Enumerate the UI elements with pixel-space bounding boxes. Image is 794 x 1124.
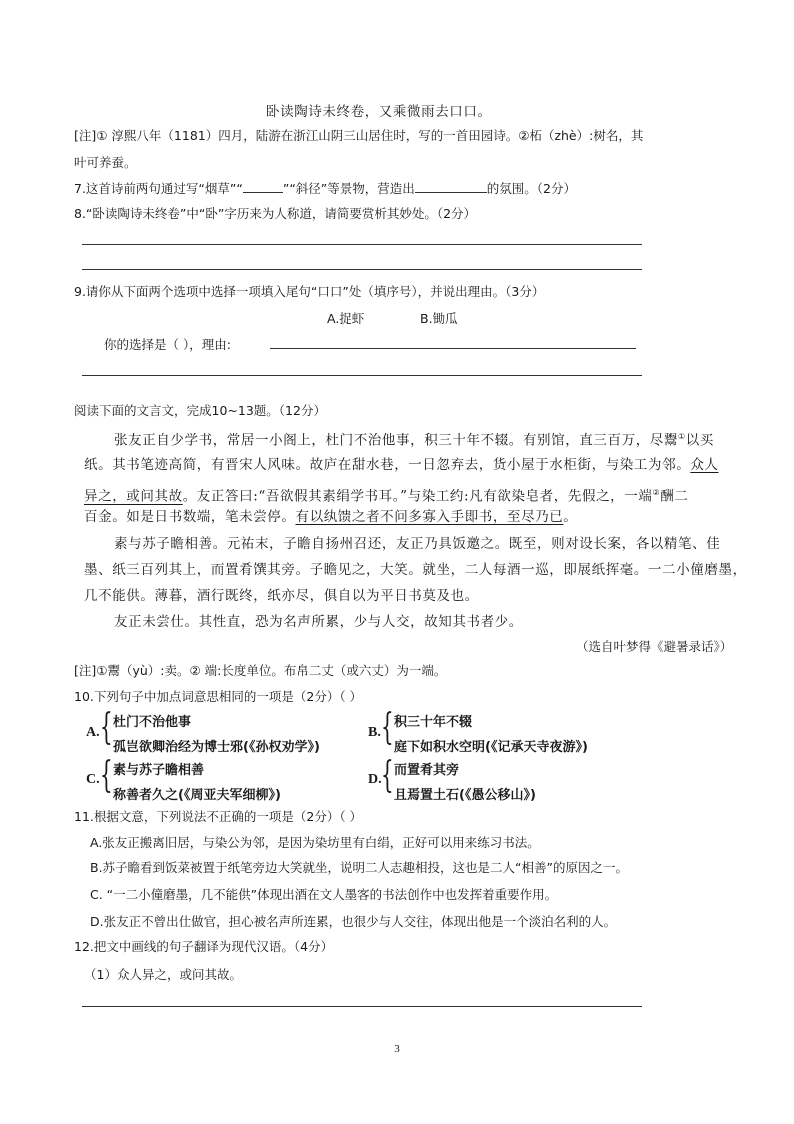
poem-last-line: 卧读陶诗未终卷，又乘微雨去口口。 [266, 104, 492, 120]
poem-note-line-2: 叶可养蚕。 [74, 155, 137, 170]
q10-option-c-label[interactable]: C. [86, 772, 100, 787]
q10-option-b-brace: { [381, 707, 394, 748]
q11-option-a[interactable]: A.张友正搬离旧居，与染公为邻，是因为染坊里有白绢，正好可以用来练习书法。 [90, 835, 540, 850]
passage-line-2 [84, 456, 719, 474]
question-9-answer-prompt: 你的选择是（ ），理由: [104, 337, 231, 352]
passage-note: [注]①鬻（yù）:卖。② 端:长度单位。布帛二丈（或六丈）为一端。 [74, 663, 447, 678]
q10-option-d-brace: { [381, 755, 394, 796]
q10-option-a-brace: { [100, 707, 113, 748]
q11-option-b[interactable]: B.苏子瞻看到饭菜被置于纸笔旁边大笑就坐，说明二人志趣相投，这也是二人“相善”的原因之一。 [90, 860, 629, 875]
answer-line-q8-2[interactable] [82, 269, 642, 270]
q10-option-b-line-2: 庭下如积水空明(《记承天寺夜游》) [394, 740, 588, 755]
page-number: 3 [394, 1043, 400, 1055]
passage-text: 。友正答曰:“吾欲假其素绢学书耳。”与染工约:凡有欲染皂者，先假之，一端 [182, 488, 653, 505]
passage-line-8: 友正未尝仕。其性直，恐为名声所累，少与人交，故知其书者少。 [114, 614, 523, 630]
question-7-part-b: ”“斜径”等景物，营造出 [282, 181, 415, 196]
passage-line-1 [114, 428, 714, 450]
passage-text: 张友正自少学书，常居一小阁上，杜门不治他事，积三十年不辍。有别馆，直三百万，尽鬻 [114, 432, 678, 449]
passage-text: 酬二 [660, 488, 689, 505]
passage-line-3 [84, 484, 688, 506]
q11-option-c[interactable]: C. “一二小僮磨墨，几不能供”体现出酒在文人墨客的书法创作中也发挥着重要作用。 [90, 887, 558, 902]
question-11: 11.根据文意，下列说法不正确的一项是（2分）（ ） [74, 809, 363, 824]
question-7-blank-1[interactable] [243, 180, 283, 193]
passage-source: （选自叶梦得《避暑录话》） [576, 639, 733, 654]
question-7-blank-2[interactable] [415, 180, 487, 193]
answer-line-q9-reason[interactable] [270, 348, 636, 349]
answer-line-q12-1[interactable] [82, 1006, 642, 1007]
passage-line-7: 几不能供。薄暮，酒行既终，纸亦尽，俱自以为平日书莫及也。 [84, 588, 479, 604]
q10-option-d-label[interactable]: D. [368, 772, 382, 787]
q10-option-b-line-1: 积三十年不辍 [394, 715, 473, 730]
answer-line-q9-2[interactable] [82, 375, 642, 376]
underlined-sentence-2: 有以纨馈之者不问多寡入手即书，至尽乃已 [295, 509, 564, 525]
question-7-part-c: 的氛围。（2分） [486, 181, 577, 196]
q10-option-c-line-2: 称善者久之(《周亚夫军细柳》) [113, 788, 281, 803]
q10-option-a-line-1: 杜门不治他事 [113, 715, 192, 730]
question-10: 10.下列句子中加点词意思相同的一项是（2分）（ ） [74, 689, 363, 704]
reading-intro: 阅读下面的文言文，完成10~13题。（12分） [74, 403, 326, 418]
underlined-sentence-1a: 众人 [690, 457, 719, 473]
q11-option-d[interactable]: D.张友正不曾出仕做官，担心被名声所连累，也很少与人交往，体现出他是一个淡泊名利的人。 [90, 914, 617, 929]
q10-option-a-label[interactable]: A. [86, 725, 100, 740]
poem-note-line-1: [注]① 淳熙八年（1181）四月，陆游在浙江山阴三山居住时，写的一首田园诗。②柘（zhè）:树名，其 [74, 128, 644, 143]
q10-option-d-line-1: 而置肴其旁 [394, 763, 460, 778]
footnote-marker-2: ② [652, 488, 661, 497]
question-9: 9.请你从下面两个选项中选择一项填入尾句“口口”处（填序号），并说出理由。（3分） [74, 284, 545, 299]
answer-line-q8-1[interactable] [82, 244, 642, 245]
footnote-marker-1: ① [678, 432, 686, 441]
passage-text: 以买 [685, 432, 714, 449]
question-12-part-1: （1）众人异之，或问其故。 [84, 967, 242, 982]
q10-option-c-line-1: 素与苏子瞻相善 [113, 763, 205, 778]
passage-text: 。 [563, 509, 578, 525]
q10-option-b-label[interactable]: B. [368, 725, 381, 740]
question-9-option-b: B.锄瓜 [420, 311, 458, 326]
question-8: 8.“卧读陶诗未终卷”中“卧”字历来为人称道，请简要赏析其妙处。（2分） [74, 206, 477, 221]
question-12: 12.把文中画线的句子翻译为现代汉语。（4分） [74, 939, 334, 954]
question-7 [74, 180, 576, 198]
q10-option-c-brace: { [100, 755, 113, 796]
passage-line-4 [84, 508, 578, 526]
passage-text: 百金。如是日书数端，笔未尝停。 [84, 509, 296, 525]
question-9-option-a: A.捉虾 [327, 311, 365, 326]
question-7-part-a: 7.这首诗前两句通过写“烟草”“ [74, 181, 243, 196]
underlined-sentence-1b: 异之，或问其故 [84, 488, 183, 505]
passage-line-5: 素与苏子瞻相善。元祐末，子瞻自扬州召还，友正乃具饭邀之。既至，则对设长案，各以精笔、佳 [114, 536, 721, 552]
q10-option-d-line-2: 且焉置土石(《愚公移山》) [394, 788, 536, 803]
passage-line-6: 墨、纸三百列其上，而置肴馔其旁。子瞻见之，大笑。就坐，二人每酒一巡，即展纸挥毫。一二小僮磨墨， [84, 562, 747, 578]
passage-text: 纸。其书笔迹高简，有晋宋人风味。故庐在甜水巷，一日忽弃去，货小屋于水柜街，与染工为邻。 [84, 457, 691, 473]
q10-option-a-line-2: 孤岂欲卿治经为博士邪(《孙权劝学》) [113, 740, 320, 755]
